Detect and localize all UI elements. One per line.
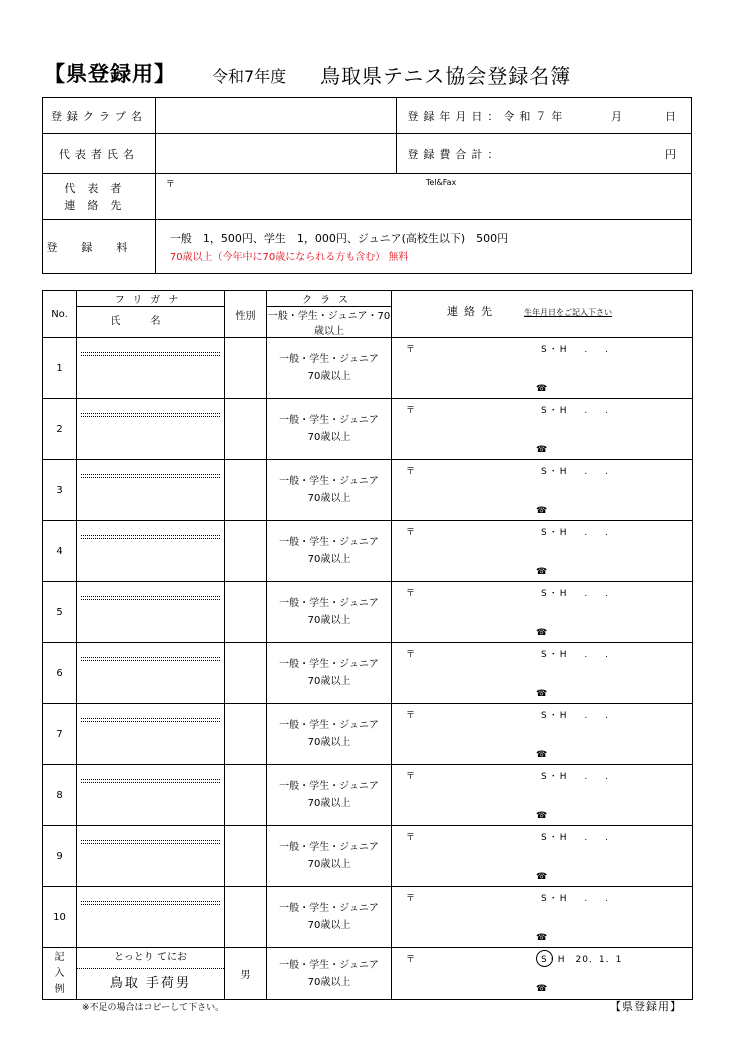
member-contact-field[interactable] — [392, 826, 693, 887]
member-contact-field[interactable] — [392, 460, 693, 521]
representative-name-field[interactable] — [155, 134, 397, 174]
row-number: 8 — [43, 765, 77, 826]
member-name-field[interactable] — [77, 765, 225, 826]
fee-total-unit: 円 — [665, 147, 681, 161]
class-options-line2: 70歳以上 — [307, 371, 351, 382]
postal-mark: 〒 — [406, 345, 416, 355]
column-header-name: 氏名 — [77, 307, 225, 338]
postal-mark: 〒 — [406, 528, 416, 538]
postal-mark: 〒 — [406, 406, 416, 416]
birthdate-template: S・H . . — [541, 589, 610, 599]
fee-free-note: 70歳以上（今年中に70歳になられる方も含む） 無料 — [169, 252, 409, 263]
phone-icon: ☎ — [536, 984, 548, 994]
column-header-class: クラス — [267, 291, 392, 307]
table-row — [43, 460, 693, 521]
example-contact — [392, 948, 693, 1000]
phone-icon: ☎ — [536, 567, 548, 577]
registration-date-month: 月 — [611, 109, 627, 123]
member-gender-field[interactable] — [225, 399, 267, 460]
class-options-line2: 70歳以上 — [307, 432, 351, 443]
table-row — [43, 521, 693, 582]
example-label: 記 入 例 — [43, 948, 77, 1000]
column-header-no: No. — [43, 291, 77, 338]
birthdate-template: S・H . . — [541, 894, 610, 904]
contact-label-line1: 代表者 — [64, 181, 134, 195]
table-row — [43, 704, 693, 765]
registration-fee-info — [155, 220, 691, 274]
birthdate-template: S・H . . — [541, 711, 610, 721]
class-options-line1: 一般・学生・ジュニア — [279, 476, 379, 487]
contact-postal-mark: 〒 — [165, 180, 175, 190]
footer-tag: 【県登録用】 — [610, 1000, 682, 1013]
phone-icon: ☎ — [536, 811, 548, 821]
row-number: 9 — [43, 826, 77, 887]
birthdate-template: S・H . . — [541, 650, 610, 660]
member-name-field[interactable] — [77, 582, 225, 643]
class-options-line2: 70歳以上 — [307, 920, 351, 931]
member-contact-field[interactable] — [392, 399, 693, 460]
class-options-line1: 一般・学生・ジュニア — [279, 659, 379, 670]
contact-header-label: 連絡先 — [447, 305, 498, 318]
class-options-line2: 70歳以上 — [307, 676, 351, 687]
phone-icon: ☎ — [536, 506, 548, 516]
table-row — [43, 582, 693, 643]
contact-label-line2: 連絡先 — [64, 198, 134, 212]
class-options-line2: 70歳以上 — [307, 493, 351, 504]
class-options-line2: 70歳以上 — [307, 615, 351, 626]
postal-mark: 〒 — [406, 467, 416, 477]
phone-icon: ☎ — [536, 384, 548, 394]
page-title: 鳥取県テニス協会登録名簿 — [320, 64, 572, 88]
member-name-field[interactable] — [77, 887, 225, 948]
row-number: 2 — [43, 399, 77, 460]
representative-name-label: 代表者氏名 — [43, 134, 156, 174]
postal-mark: 〒 — [406, 650, 416, 660]
phone-icon: ☎ — [536, 628, 548, 638]
class-options-line2: 70歳以上 — [307, 554, 351, 565]
member-contact-field[interactable] — [392, 887, 693, 948]
member-class-field[interactable] — [267, 521, 392, 582]
class-options-line2: 70歳以上 — [307, 798, 351, 809]
member-contact-field[interactable] — [392, 704, 693, 765]
member-class-field[interactable] — [267, 826, 392, 887]
row-number: 1 — [43, 338, 77, 399]
birthdate-template: S・H . . — [541, 345, 610, 355]
example-name-cell — [77, 948, 225, 1000]
example-gender: 男 — [225, 948, 267, 1000]
postal-mark: 〒 — [406, 833, 416, 843]
member-gender-field[interactable] — [225, 460, 267, 521]
member-gender-field[interactable] — [225, 887, 267, 948]
class-options-line1: 一般・学生・ジュニア — [279, 354, 379, 365]
postal-mark: 〒 — [406, 772, 416, 782]
member-gender-field[interactable] — [225, 643, 267, 704]
member-name-field[interactable] — [77, 399, 225, 460]
birthdate-template: S・H . . — [541, 528, 610, 538]
member-gender-field[interactable] — [225, 521, 267, 582]
member-contact-field[interactable] — [392, 765, 693, 826]
member-name-field[interactable] — [77, 643, 225, 704]
representative-contact-field[interactable] — [155, 174, 691, 220]
representative-contact-label — [43, 174, 156, 220]
row-number: 3 — [43, 460, 77, 521]
member-name-field[interactable] — [77, 826, 225, 887]
class-options-line1: 一般・学生・ジュニア — [279, 842, 379, 853]
postal-mark: 〒 — [406, 711, 416, 721]
class-options-line2: 70歳以上 — [307, 859, 351, 870]
column-header-gender: 性別 — [225, 291, 267, 338]
club-name-field[interactable] — [155, 98, 397, 134]
class-options-line1: 一般・学生・ジュニア — [279, 537, 379, 548]
phone-icon: ☎ — [536, 933, 548, 943]
phone-icon: ☎ — [536, 750, 548, 760]
phone-icon: ☎ — [536, 872, 548, 882]
row-number: 10 — [43, 887, 77, 948]
phone-icon: ☎ — [536, 689, 548, 699]
fee-rates: 一般 1，500円、学生 1，000円、ジュニア(高校生以下) 500円 — [169, 232, 509, 245]
row-number: 5 — [43, 582, 77, 643]
birthdate-template: S・H . . — [541, 772, 610, 782]
class-options-line1: 一般・学生・ジュニア — [279, 415, 379, 426]
member-name-field[interactable] — [77, 460, 225, 521]
table-row — [43, 399, 693, 460]
class-options-line1: 一般・学生・ジュニア — [279, 720, 379, 731]
example-birthdate: S・H 20．1．1 — [541, 955, 623, 965]
member-gender-field[interactable] — [225, 582, 267, 643]
table-row — [43, 887, 693, 948]
club-name-label: 登録クラブ名 — [43, 98, 156, 134]
column-header-class-options: 一般・学生・ジュニア・70歳以上 — [267, 307, 392, 338]
registration-date-label: 登録年月日：令和７年 — [407, 109, 568, 123]
member-gender-field[interactable] — [225, 826, 267, 887]
member-contact-field[interactable] — [392, 643, 693, 704]
table-row — [43, 338, 693, 399]
member-class-field[interactable] — [267, 887, 392, 948]
column-header-kana: フリガナ — [77, 291, 225, 307]
registration-date-day: 日 — [665, 109, 681, 123]
example-postal-mark: 〒 — [406, 955, 416, 965]
table-row — [43, 826, 693, 887]
member-class-field[interactable] — [267, 460, 392, 521]
fee-total-label: 登録費合計： — [407, 147, 504, 161]
member-class-field[interactable] — [267, 582, 392, 643]
class-options-line1: 一般・学生・ジュニア — [279, 781, 379, 792]
row-number: 7 — [43, 704, 77, 765]
table-row — [43, 643, 693, 704]
postal-mark: 〒 — [406, 894, 416, 904]
phone-icon: ☎ — [536, 445, 548, 455]
fiscal-year: 令和7年度 — [212, 67, 287, 86]
member-name-field[interactable] — [77, 338, 225, 399]
row-number: 4 — [43, 521, 77, 582]
club-info-table — [42, 97, 692, 274]
member-gender-field[interactable] — [225, 338, 267, 399]
class-options-line1: 一般・学生・ジュニア — [279, 903, 379, 914]
birthdate-template: S・H . . — [541, 467, 610, 477]
contact-tel-fax-label: Tel&Fax — [425, 178, 457, 187]
class-options-line2: 70歳以上 — [307, 737, 351, 748]
header-tag: 【県登録用】 — [44, 62, 176, 86]
member-gender-field[interactable] — [225, 704, 267, 765]
table-row — [43, 765, 693, 826]
member-name-field[interactable] — [77, 704, 225, 765]
birthdate-template: S・H . . — [541, 833, 610, 843]
example-kana: とっとり てにお — [77, 948, 224, 969]
registration-date-field[interactable] — [397, 98, 692, 134]
member-contact-field[interactable] — [392, 582, 693, 643]
member-contact-field[interactable] — [392, 338, 693, 399]
member-contact-field[interactable] — [392, 521, 693, 582]
example-class: 一般・学生・ジュニア 70歳以上 — [267, 948, 392, 1000]
example-name: 鳥取 手荷男 — [109, 976, 192, 991]
fee-total-field[interactable] — [397, 134, 692, 174]
birthdate-template: S・H . . — [541, 406, 610, 416]
member-name-field[interactable] — [77, 521, 225, 582]
member-roster-table — [42, 290, 693, 1000]
column-header-contact — [392, 291, 693, 338]
member-class-field[interactable] — [267, 704, 392, 765]
copy-note: ※不足の場合はコピーして下さい。 — [82, 1003, 225, 1013]
member-class-field[interactable] — [267, 338, 392, 399]
class-options-line1: 一般・学生・ジュニア — [279, 598, 379, 609]
registration-fee-label: 登録料 — [43, 220, 156, 274]
birthdate-instruction: 生年月日をご記入下さい — [524, 308, 612, 317]
postal-mark: 〒 — [406, 589, 416, 599]
member-class-field[interactable] — [267, 399, 392, 460]
row-number: 6 — [43, 643, 77, 704]
member-gender-field[interactable] — [225, 765, 267, 826]
member-class-field[interactable] — [267, 643, 392, 704]
member-class-field[interactable] — [267, 765, 392, 826]
